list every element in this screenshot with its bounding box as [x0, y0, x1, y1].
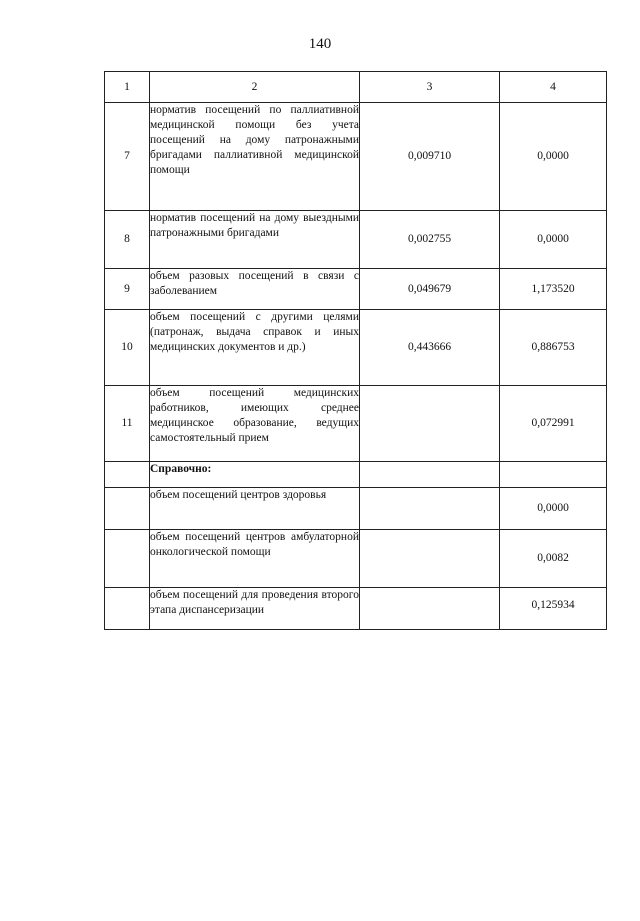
table-row	[105, 488, 607, 530]
row-value-col3: 0,443666	[360, 310, 500, 386]
row-number	[105, 530, 150, 588]
row-value-col4: 0,0082	[500, 530, 607, 588]
table-row	[105, 588, 607, 630]
header-cell-3: 3	[360, 72, 500, 103]
row-number: 7	[105, 103, 150, 211]
row-value-col4: 0,0000	[500, 103, 607, 211]
data-table	[104, 71, 607, 630]
table-row	[105, 269, 607, 310]
table-row	[105, 211, 607, 269]
reference-header-row	[105, 462, 607, 488]
row-description: объем посещений центров здоровья	[150, 488, 360, 530]
row-value-col3	[360, 588, 500, 630]
row-number	[105, 462, 150, 488]
row-value-col3: 0,009710	[360, 103, 500, 211]
row-description: объем посещений для проведения второго этапа диспансеризации	[150, 588, 360, 630]
page-number: 140	[308, 36, 332, 52]
row-description: норматив посещений на дому выездными патронажными бригадами	[150, 211, 360, 269]
reference-label: Справочно:	[150, 462, 360, 488]
row-value-col3	[360, 530, 500, 588]
row-description: объем посещений медицинских работников, имеющих среднее медицинское образование, ведущих самостоятельный прием	[150, 386, 360, 462]
table-row	[105, 530, 607, 588]
row-value-col4: 0,072991	[500, 386, 607, 462]
header-cell-1: 1	[105, 72, 150, 103]
row-number: 10	[105, 310, 150, 386]
row-value-col4: 0,0000	[500, 488, 607, 530]
table-row	[105, 310, 607, 386]
row-description: объем разовых посещений в связи с заболеванием	[150, 269, 360, 310]
table-header-row	[105, 72, 607, 103]
row-value-col3	[360, 488, 500, 530]
row-value-col4: 0,125934	[500, 588, 607, 630]
row-value-col4: 0,886753	[500, 310, 607, 386]
header-cell-4: 4	[500, 72, 607, 103]
row-number: 8	[105, 211, 150, 269]
row-value-col3: 0,049679	[360, 269, 500, 310]
row-description: норматив посещений по паллиативной медицинской помощи без учета посещений на дому патронажными бригадами паллиативной медицинской помощи	[150, 103, 360, 211]
row-value-col4: 1,173520	[500, 269, 607, 310]
row-description: объем посещений центров амбулаторной онкологической помощи	[150, 530, 360, 588]
row-value-col4	[500, 462, 607, 488]
row-value-col3	[360, 386, 500, 462]
row-number: 11	[105, 386, 150, 462]
row-value-col3	[360, 462, 500, 488]
row-value-col3: 0,002755	[360, 211, 500, 269]
row-number	[105, 488, 150, 530]
table-row	[105, 103, 607, 211]
row-description: объем посещений с другими целями (патронаж, выдача справок и иных медицинских документов и др.)	[150, 310, 360, 386]
row-number	[105, 588, 150, 630]
row-value-col4: 0,0000	[500, 211, 607, 269]
table-row	[105, 386, 607, 462]
header-cell-2: 2	[150, 72, 360, 103]
row-number: 9	[105, 269, 150, 310]
